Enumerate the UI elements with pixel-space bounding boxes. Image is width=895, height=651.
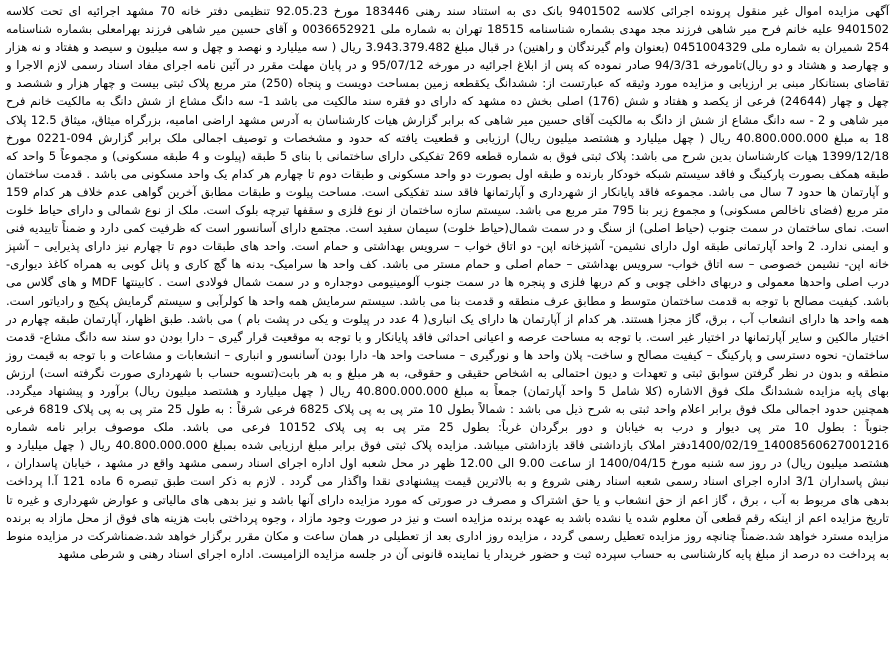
- auction-notice-text: آگهی مزایده اموال غیر منقول پرونده اجرائی کلاسه 9401502 بانک دی به استناد سند رهنی 183446 مورخ 92.05.23 تنظیمی دفتر خانه 70 مشهد اجرائیه ای تحت کلاسه 9401502 علیه خانم فرح میر شاهی فرزند مجد مهدی بشماره شناسنامه 18515 تهران به شماره ملی 0036652921 و آقای حسین میر شاهی فرزند بهرامعلی بشماره شناسنامه 254 شمیران به شماره ملی 0451004329 (بعنوان وام گیرندگان و راهنین) در قبال مبلغ 3.943.379.482 ریال ( سه میلیارد و نهصد و چهل و سه میلیون و سیصد و هفتاد و نه هزار و چهارصد و هشتاد و دو ریال)تامورخه 94/3/31 صادر نموده که پس از ابلاغ اجرائیه در مورخه 95/07/12 و در پایان مهلت مقرر در آئین نامه اجرای مفاد اسناد رسمی لازم الاجرا و تقاضای بستانکار مبنی بر ارزیابی و مزایده مورد وثیقه که عبارتست از: ششدانگ یکقطعه زمین بمساحت دویست و پنجاه (250) متر مربع پلاک ثبتی بیست و چهار هزار و ششصد و چهل و چهار (24644) فرعی از یکصد و هفتاد و شش (176) اصلی بخش ده مشهد که دارای دو فقره سند مالکیت می باشد 1- سه دانگ مشاع از شش دانگ به مالکیت خانم فرح میر شاهی و 2 - سه دانگ مشاع از شش از دانگ به مالکیت آقای حسین میر شاهی که برابر گزارش هیات کارشناسان به آدرس مشهد اراضی امامیه، بزرگراه میثاق، میثاق 12.5 پلاک 18 به مبلغ 40.800.000.000 ریال ( چهل میلیارد و هشتصد میلیون ریال) ارزیابی و قطعیت یافته که حدود و مشخصات و توصیف اجمالی ملک برابر گزارش 094-0221 مورخ 1399/12/18 هیات کارشناسان بدین شرح می باشد: پلاک ثبتی فوق به شماره قطعه 269 تفکیکی دارای ساختمانی با بنای 5 طبقه (پیلوت و 4 طبقه مسکونی) و مجموعاً 5 واحد که طبقه همکف بصورت پارکینگ و فاقد سیستم شبکه خودکار بارنده و طبقه اول بصورت دو واحد مسکونی و طبقات دوم تا چهارم هر کدام یک واحد مسکونی می باشد . قدمت ساختمان و آپارتمان ها حدود 7 سال می باشد. مجموعه فاقد پایانکار از شهرداری و آپارتمانها فاقد سند تفکیکی است. مساحت پیلوت و طبقات مطابق آخرین گواهی عدم خلاف هر کدام 159 متر مربع (فضای ناخالص مسکونی) و مجموع زیر بنا 795 متر مربع می باشد. سیستم سازه ساختمان از نوع فلزی و سقفها تیرچه بلوک است. ملک از نوع شمالی و دارای حیاط خلوت است. نمای ساختمان در سمت جنوب (حیاط اصلی) از سنگ و در سمت شمال(حیاط خلوت) سیمان سفید است. مجتمع دارای آسانسور است که ظرفیت کمی دارد و ضمناً تاییدیه فنی و ایمنی ندارد. 2 واحد آپارتمانی طبقه اول دارای نشیمن- آشپزخانه اپن- دو اتاق خواب – سرویس بهداشتی و حمام است. واحد های طبقات دوم تا چهارم نیز دارای پذیرایی – آشپز خانه اپن- نشیمن خصوصی – سه اتاق خواب- سرویس بهداشتی – حمام اصلی و حمام مستر می باشد. کف واحد ها سرامیک- بدنه ها گچ کاری و پانل کوبی به همراه کاغذ دیواری- درب اصلی واحدها معمولی و دربهای داخلی چوبی و کم دربها فلزی و پنجره ها در سمت جنوب آلومینیومی دوجداره و در سمت شمال فولادی است . کابینتها MDF و های گلاس می باشد. کیفیت مصالح با توجه به قدمت ساختمان متوسط و مطابق عرف منطقه و قدمت بنا می باشد. سیستم سرمایش همه واحد ها کولرآبی و سیستم گرمایش پکیج و رادیاتور است. همه واحد ها دارای انشعاب آب ، برق، گاز مجزا هستند. هر کدام از آپارتمان ها دارای یک انباری( 4 عدد در پیلوت و یکی در پشت بام ) می باشد. طبق اظهار، آپارتمان طبقه چهارم در اختیار مالکین و سایر آپارتمانها در اختیار غیر است. با توجه به مساحت عرصه و اعیانی احداثی فاقد پایانکار و با توجه به موقعیت قرار گیری – دارا بودن دو سند سه دانگ مشاع- قدمت ساختمان- نحوه دسترسی و پارکینگ – کیفیت مصالح و ساخت- پلان واحد ها و نورگیری – مساحت واحد ها- دارا بودن آسانسور و انباری – انشعابات و مشاعات و با توجه به قیمت روز منطقه و بدون در نظر گرفتن سوابق ثبتی و تعهدات و دیون احتمالی به اشخاص حقیقی و حقوقی، به هر مبلغ و به هر بابت(تسویه حساب با شهرداری صورت نگرفته است) ارزش بهای پایه مزایده ششدانگ ملک فوق الاشاره (کلا شامل 5 واحد آپارتمان) جمعاً به مبلغ 40.800.000.000 ریال ( چهل میلیارد و هشتصد میلیون ریال) برآورد و پیشنهاد میگردد. همچنین حدود اجمالی ملک فوق برابر اعلام واحد ثبتی به شرح ذیل می باشد : شمالاً بطول 10 متر پی به پی پلاک 6825 فرعی شرقاً : به طول 25 متر پی به پی پلاک 6819 فرعی جنوباً : بطول 10 متر پی دیوار و درب به خیابان و دور برگردان غرباً: بطول 25 متر پی به پی پلاک 10152 فرعی می باشد. ملک موصوف برابر نامه شماره 14008560627001216_1400/02/19دفتر املاک بازداشتی فاقد بازداشتی میباشد. مزایده پلاک ثبتی فوق برابر مبلغ ارزیابی شده بمبلغ 40.800.000.000 ریال ( چهل میلیارد و هشتصد میلیون ریال) در روز سه شنبه مورخ 1400/04/15 از ساعت 9.00 الی 12.00 ظهر در محل شعبه اول اداره اجرای اسناد رسمی مشهد واقع در مشهد ، خیابان پاسداران ، نبش پاسداران 3/1 اداره اجرای اسناد رسمی شعبه اسناد رهنی شروع و به بالاترین قیمت پیشنهادی نقدا واگذار می گردد . لازم به ذکر است طبق تبصره 6 ماده 121 آ.ا پرداخت بدهی های مربوط به آب ، برق ، گاز اعم از حق انشعاب و یا حق اشتراک و مصرف در صورتی که مورد مزایده دارای آنها باشد و نیز بدهی های مالیاتی و عوارض شهرداری و غیره تا تاریخ مزایده اعم از اینکه رقم قطعی آن معلوم شده یا نشده باشد به عهده برنده مزایده است و نیز در صورت وجود مازاد ، وجوه پرداختی بابت هزینه های فوق از محل مازاد به برنده مزایده مسترد خواهد شد.ضمناً چنانچه روز مزایده تعطیل رسمی گردد ، مزایده روز اداری بعد از تعطیلی در همان ساعت و مکان مقرر برگزار خواهد شد.ضمناشرکت در مزایده منوط به پرداخت ده درصد از مبلغ پایه کارشناسی به حساب سپرده ثبت و حضور خریدار یا نماینده قانونی آن در جلسه مزایده الزامیست. اداره اجرای اسناد رهنی و شرطی مشهد: [6, 4, 890, 561]
